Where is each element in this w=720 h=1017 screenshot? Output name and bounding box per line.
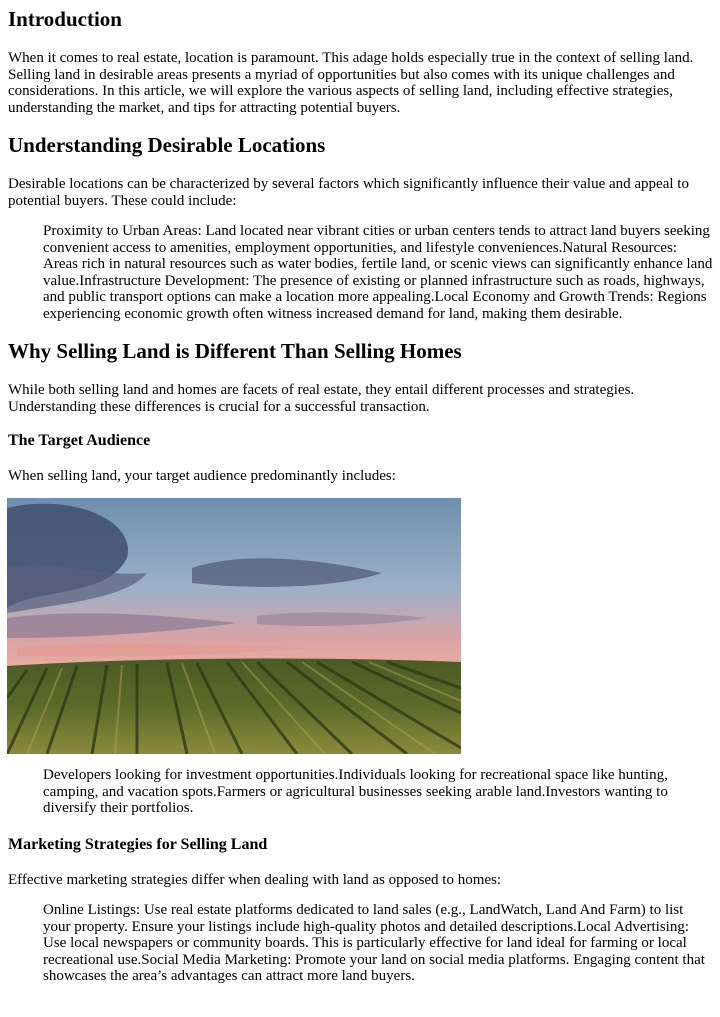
desirable-paragraph: Desirable locations can be characterized by several factors which significantly influence their value and appeal to potential buyers. These could include:	[8, 176, 689, 209]
vineyard-sunset-photo	[7, 498, 461, 754]
different-paragraph: While both selling land and homes are facets of real estate, they entail different processes and strategies. Understanding these differences is crucial for a successful transaction.	[8, 382, 635, 415]
audience-blockquote: Developers looking for investment opportunities.Individuals looking for recreational space like hunting, camping, and vacation spots.Farmers or agricultural businesses seeking arable land.Investors wanting to diversify their portfolios.	[43, 767, 668, 816]
audience-heading: The Target Audience	[8, 432, 151, 449]
desirable-heading: Understanding Desirable Locations	[8, 133, 326, 157]
different-heading: Why Selling Land is Different Than Selling Homes	[8, 339, 462, 363]
marketing-heading: Marketing Strategies for Selling Land	[8, 836, 268, 853]
marketing-paragraph: Effective marketing strategies differ when dealing with land as opposed to homes:	[8, 872, 502, 888]
audience-paragraph: When selling land, your target audience predominantly includes:	[8, 468, 396, 484]
desirable-blockquote: Proximity to Urban Areas: Land located near vibrant cities or urban centers tends to attract land buyers seeking convenient access to amenities, employment opportunities, and lifestyle conveniences.Natural Resources: Areas rich in natural resources such as water bodies, fertile land, or scenic views can significantly enhance land value.Infrastructure Development: The presence of existing or planned infrastructure such as roads, highways, and public transport options can make a location more appealing.Local Economy and Growth Trends: Regions experiencing economic growth often witness increased demand for land, making them desirable.	[43, 223, 713, 322]
intro-heading: Introduction	[8, 7, 122, 31]
marketing-blockquote: Online Listings: Use real estate platforms dedicated to land sales (e.g., LandWatch, Land And Farm) to list your property. Ensure your listings include high-quality photos and detailed descriptions.Local Advertising: Use local newspapers or community boards. This is particularly effective for land ideal for farming or local recreational use.Social Media Marketing: Promote your land on social media platforms. Engaging content that showcases the area’s advantages can attract more land buyers.	[43, 902, 705, 984]
intro-paragraph: When it comes to real estate, location is paramount. This adage holds especially true in the context of selling land. Selling land in desirable areas presents a myriad of opportunities but also comes with its unique challenges and considerations. In this article, we will explore the various aspects of selling land, including effective strategies, understanding the market, and tips for attracting potential buyers.	[8, 50, 694, 116]
